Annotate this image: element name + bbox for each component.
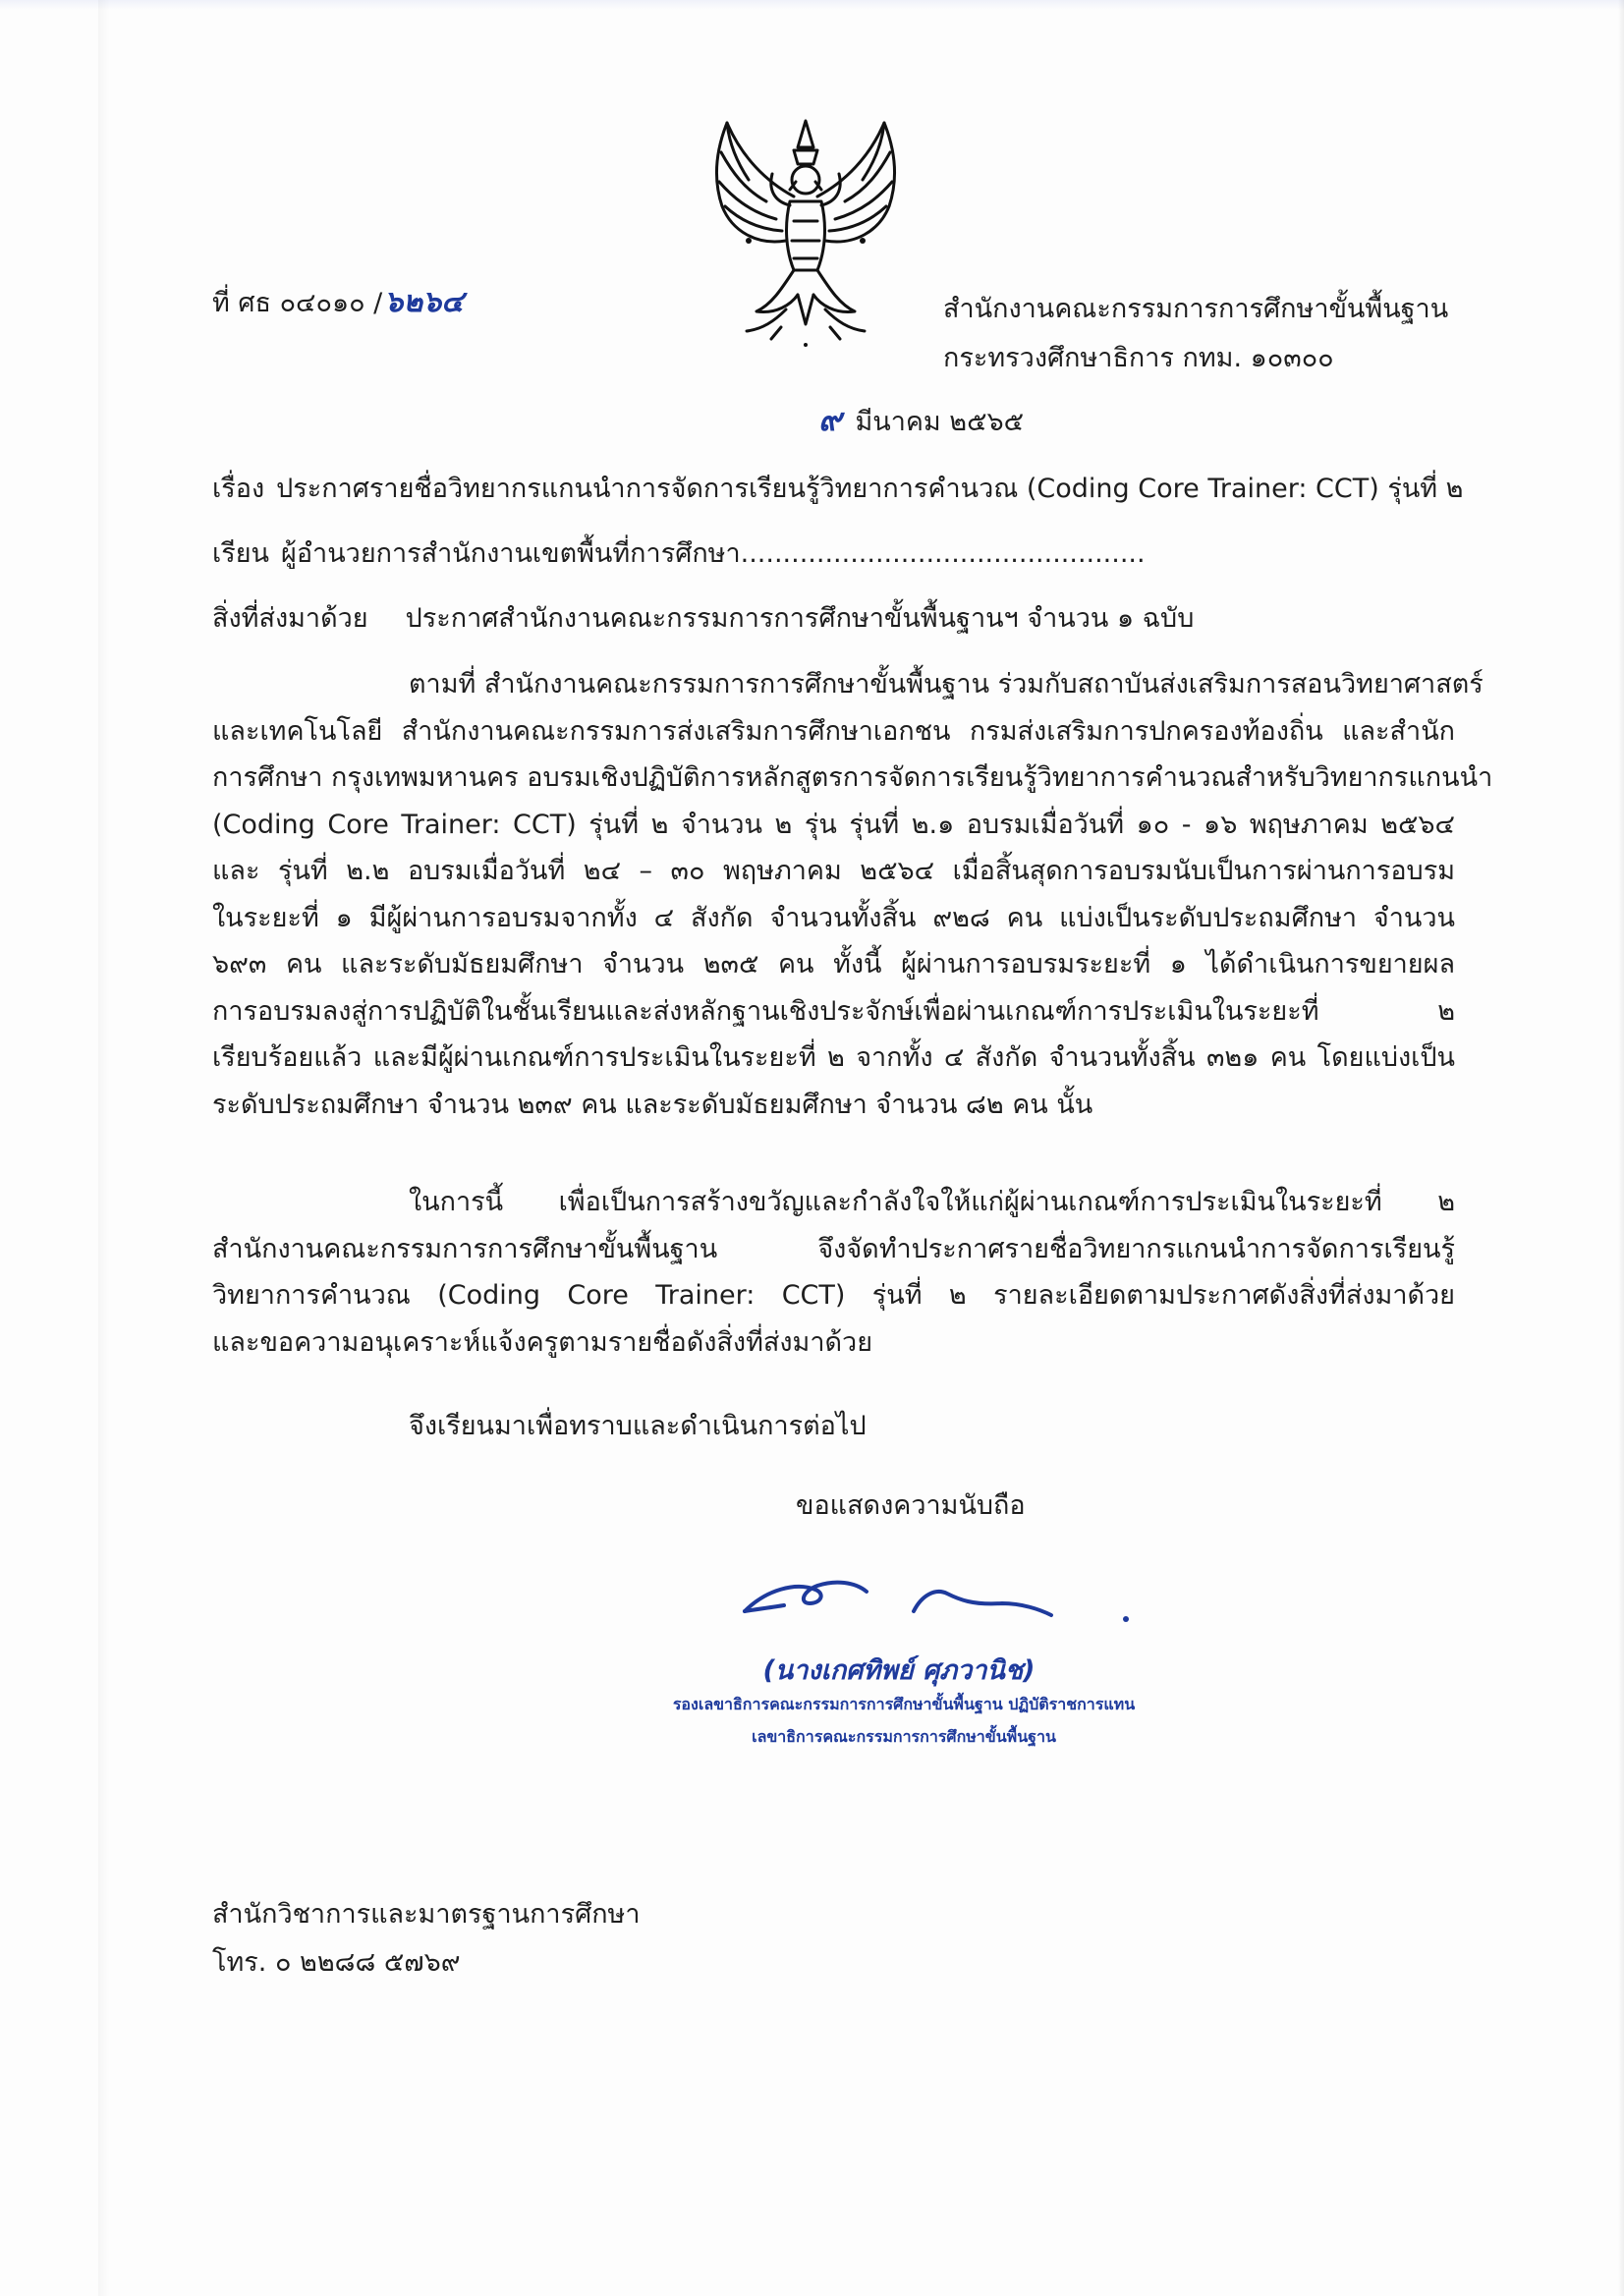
subject-text: ประกาศรายชื่อวิทยากรแกนนำการจัดการเรียนรู้วิทยาการคำนวณ (Coding Core Trainer: CCT) รุ่นที่ ๒ [276, 474, 1464, 504]
scan-edge-right [1618, 0, 1624, 2296]
paragraph-line: และเทคโนโลยี สำนักงานคณะกรรมการส่งเสริมการศึกษาเอกชน กรมส่งเสริมการปกครองท้องถิ่น และสำนัก [212, 715, 1455, 747]
handwritten-signature-icon [727, 1560, 1140, 1629]
letter-date [818, 402, 1024, 440]
body-paragraph-1 [212, 661, 1493, 1128]
paragraph-line: ตามที่ สำนักงานคณะกรรมการการศึกษาขั้นพื้นฐาน ร่วมกับสถาบันส่งเสริมการสอนวิทยาศาสตร์ [409, 669, 1484, 700]
recipient-text: ผู้อำนวยการสำนักงานเขตพื้นที่การศึกษา................................................ [281, 538, 1146, 569]
enclosure-line [212, 601, 1194, 637]
date-handwritten-day: ๙ [818, 401, 842, 438]
enclosure-label: สิ่งที่ส่งมาด้วย [212, 603, 368, 634]
paragraph-line: การศึกษา กรุงเทพมหานคร อบรมเชิงปฏิบัติการหลักสูตรการจัดการเรียนรู้วิทยาการคำนวณสำหรับวิทยากรแกนนำ [212, 762, 1493, 793]
regards: ขอแสดงความนับถือ [796, 1490, 1026, 1521]
scan-edge-top [0, 0, 1624, 10]
subject-label: เรื่อง [212, 474, 265, 504]
garuda-emblem-icon [688, 103, 924, 349]
paragraph-line: เรียบร้อยแล้ว และมีผู้ผ่านเกณฑ์การประเมินในระยะที่ ๒ จากทั้ง ๔ สังกัด จำนวนทั้งสิ้น ๓๒๑ คน โดยแบ่งเป็น [212, 1042, 1455, 1073]
signer-name: (นางเกศทิพย์ ศุภวานิช) [762, 1655, 1036, 1686]
paragraph-line: และ รุ่นที่ ๒.๒ อบรมเมื่อวันที่ ๒๔ – ๓๐ พฤษภาคม ๒๕๖๔ เมื่อสิ้นสุดการอบรมนับเป็นการผ่านการอบรม [212, 856, 1455, 886]
paragraph-line: วิทยาการคำนวณ (Coding Core Trainer: CCT) รุ่นที่ ๒ รายละเอียดตามประกาศดังสิ่งที่ส่งมาด้วย [212, 1280, 1455, 1311]
closing-sentence: จึงเรียนมาเพื่อทราบและดำเนินการต่อไป [409, 1411, 867, 1441]
subject-line [212, 472, 1463, 507]
reference-number [212, 285, 464, 321]
paragraph-line: (Coding Core Trainer: CCT) รุ่นที่ ๒ จำนวน ๒ รุ่น รุ่นที่ ๒.๑ อบรมเมื่อวันที่ ๑๐ - ๑๖ พฤษภาคม ๒๕๖๔ [212, 809, 1455, 840]
paragraph-line: และขอความอนุเคราะห์แจ้งครูตามรายชื่อดังสิ่งที่ส่งมาด้วย [212, 1326, 873, 1358]
paragraph-line: ในการนี้ เพื่อเป็นการสร้างขวัญและกำลังใจให้แก่ผู้ผ่านเกณฑ์การประเมินในระยะที่ ๒ [409, 1187, 1455, 1217]
signer-position: รองเลขาธิการคณะกรรมการการศึกษาขั้นพื้นฐาน ปฏิบัติราชการแทน [672, 1695, 1136, 1713]
paragraph-line: สำนักงานคณะกรรมการการศึกษาขั้นพื้นฐาน จึงจัดทำประกาศรายชื่อวิทยากรแกนนำการจัดการเรียนรู้ [212, 1233, 1455, 1264]
recipient-label: เรียน [212, 538, 270, 569]
reference-handwritten-number: ๖๒๖๔ [384, 285, 464, 319]
paragraph-line: ระดับประถมศึกษา จำนวน ๒๓๙ คน และระดับมัธยมศึกษา จำนวน ๘๒ คน นั้น [212, 1089, 1093, 1120]
scan-edge-left [98, 0, 110, 2296]
paragraph-line: ในระยะที่ ๑ มีผู้ผ่านการอบรมจากทั้ง ๔ สังกัด จำนวนทั้งสิ้น ๙๒๘ คน แบ่งเป็นระดับประถมศึกษา จำนวน [212, 902, 1455, 933]
paragraph-line: การอบรมลงสู่การปฏิบัติในชั้นเรียนและส่งหลักฐานเชิงประจักษ์เพื่อผ่านเกณฑ์การประเมินในระยะที่ ๒ [212, 995, 1455, 1027]
footer-department: สำนักวิชาการและมาตรฐานการศึกษา [212, 1899, 641, 1930]
date-month-year: มีนาคม ๒๕๖๕ [855, 407, 1025, 437]
body-paragraph-2 [212, 1179, 1455, 1366]
footer-phone: โทร. ๐ ๒๒๘๘ ๕๗๖๙ [212, 1947, 461, 1978]
issuer-address: กระทรวงศึกษาธิการ กทม. ๑๐๓๐๐ [943, 343, 1334, 373]
recipient-line [212, 536, 1146, 572]
paragraph-line: ๖๙๓ คน และระดับมัธยมศึกษา จำนวน ๒๓๕ คน ทั้งนี้ ผู้ผ่านการอบรมระยะที่ ๑ ได้ดำเนินการขยายผล [212, 949, 1455, 980]
enclosure-text: ประกาศสำนักงานคณะกรรมการการศึกษาขั้นพื้นฐานฯ จำนวน ๑ ฉบับ [405, 603, 1195, 634]
reference-prefix: ที่ ศธ ๐๔๐๑๐ / [212, 288, 383, 318]
signer-position-acting: เลขาธิการคณะกรรมการการศึกษาขั้นพื้นฐาน [752, 1727, 1056, 1746]
issuer-office: สำนักงานคณะกรรมการการศึกษาขั้นพื้นฐาน [943, 294, 1449, 324]
